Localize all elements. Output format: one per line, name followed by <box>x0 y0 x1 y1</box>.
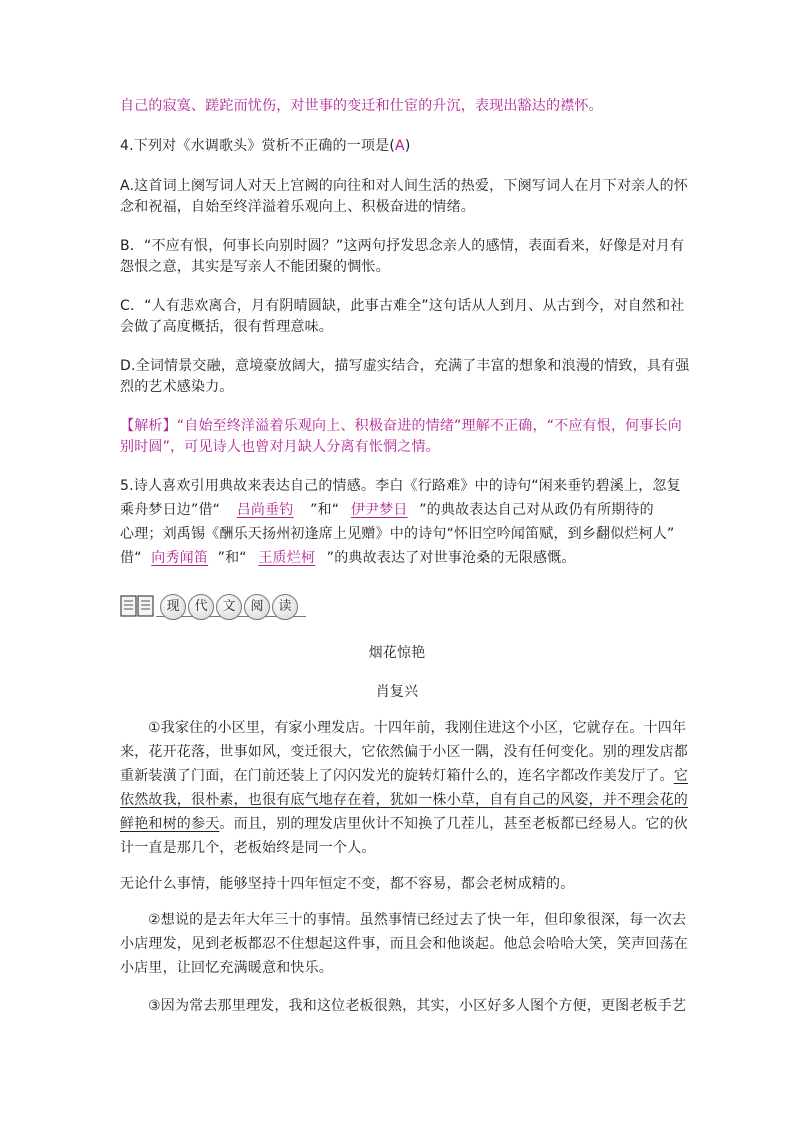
answer-continuation-line: 自己的寂寞、蹉跎而忧伤，对世事的变迁和仕宦的升沉，表现出豁达的襟怀。 <box>120 98 603 114</box>
underlined-sentence: 鲜艳和树的参天 <box>120 816 220 832</box>
paragraph-1-line-5 <box>120 814 689 834</box>
underlined-sentence: 它 <box>673 768 689 784</box>
option-a-line-1: A.这首词上阕写词人对天上宫阙的向往和对人间生活的热爱，下阕写词人在月下对亲人的怀 <box>120 178 688 194</box>
question-4 <box>120 136 680 156</box>
article-title: 烟花惊艳 <box>368 645 426 661</box>
paragraph-1-line-3 <box>120 766 689 786</box>
question-5-text: ”的典故表达自己对从政仍有所期待的 <box>419 502 654 518</box>
heading-char: 文 <box>216 594 242 620</box>
question-5-line-3: 心理；刘禹锡《酬乐天扬州初逢席上见赠》中的诗句“怀旧空吟闻笛赋，到乡翻似烂柯人” <box>120 526 675 542</box>
question-4-text: 4.下列对《水调歌头》赏析不正确的一项是( <box>120 138 396 154</box>
fill-blank-answer: 向秀闻笛 <box>151 550 209 566</box>
question-5-text: ”和“ <box>217 550 247 566</box>
question-4-close: ) <box>404 138 411 154</box>
paragraph-1-line-2: 来，花开花落，世事如风，变迁很大，它依然偏于小区一隅，没有任何变化。别的理发店都 <box>120 744 688 760</box>
analysis-line-2: 别时圆”，可见诗人也曾对月缺人分离有怅惘之情。 <box>120 439 440 455</box>
question-5-line-2 <box>120 500 680 520</box>
option-d-line-1: D.全词情景交融，意境豪放阔大，描写虚实结合，充满了丰富的想象和浪漫的情致，具有强 <box>120 358 690 374</box>
heading-char: 阅 <box>244 594 270 620</box>
question-4-answer: A <box>395 138 405 154</box>
heading-char: 代 <box>188 594 214 620</box>
paragraph-text: 重新装潢了门面，在门前还装上了闪闪发光的旋转灯箱什么的，连名字都改作美发厅了。 <box>120 768 674 784</box>
question-5-text: ”的典故表达了对世事沧桑的无限感慨。 <box>326 550 576 566</box>
heading-char: 现 <box>160 594 186 620</box>
book-icon <box>120 594 154 618</box>
fill-blank-answer: 吕尚垂钓 <box>236 502 294 518</box>
option-d-line-2: 烈的艺术感染力。 <box>120 379 234 395</box>
fill-blank-answer: 王质烂柯 <box>258 550 316 566</box>
question-5-line-4 <box>120 548 680 568</box>
question-5-line-1: 5.诗人喜欢引用典故来表达自己的情感。李白《行路难》中的诗句“闲来垂钓碧溪上，忽复 <box>120 478 681 494</box>
option-b-line-2: 怨恨之意，其实是写亲人不能团聚的惆怅。 <box>120 259 390 275</box>
question-5-text: 借“ <box>120 550 142 566</box>
paragraph-2-line-1: ②想说的是去年大年三十的事情。虽然事情已经过去了快一年，但印象很深，每一次去 <box>148 912 687 928</box>
fill-blank-answer: 伊尹梦日 <box>350 502 408 518</box>
heading-char: 读 <box>272 594 298 620</box>
section-banner <box>120 592 300 620</box>
underlined-sentence: 依然故我，很朴素，也很有底气地存在着，犹如一株小草，自有自己的风姿，并不理会花的 <box>120 792 688 808</box>
paragraph-standalone: 无论什么事情，能够坚持十四年恒定不变，都不容易，都会老树成精的。 <box>120 876 575 892</box>
option-c-line-1: C．“人有悲欢离合，月有阴晴圆缺，此事古难全”这句话从人到月、从古到今，对自然和社 <box>120 298 685 314</box>
question-5-text: 乘舟梦日边”借“ <box>120 502 221 518</box>
question-5-text: ”和“ <box>310 502 340 518</box>
paragraph-3-line-1: ③因为常去那里理发，我和这位老板很熟，其实，小区好多人图个方便，更图老板手艺 <box>148 998 687 1014</box>
paragraph-1-line-6: 计一直是那几个，老板始终是同一个人。 <box>120 840 376 856</box>
section-heading <box>160 594 298 618</box>
analysis-line-1: 【解析】“自始至终洋溢着乐观向上、积极奋进的情绪”理解不正确，“不应有恨，何事长向 <box>120 418 682 434</box>
article-author: 肖复兴 <box>375 684 419 700</box>
paragraph-2-line-3: 小店里，让回忆充满暖意和快乐。 <box>120 960 333 976</box>
option-a-line-2: 念和祝福，自始至终洋溢着乐观向上、积极奋进的情绪。 <box>120 199 475 215</box>
option-b-line-1: B．“不应有恨，何事长向别时圆？”这两句抒发思念亲人的感情，表面看来，好像是对月有 <box>120 238 685 254</box>
paragraph-1-line-1: ①我家住的小区里，有家小理发店。十四年前，我刚住进这个小区，它就存在。十四年 <box>148 720 687 736</box>
option-c-line-2: 会做了高度概括，很有哲理意味。 <box>120 319 333 335</box>
paragraph-text: 。而且，别的理发店里伙计不知换了几茬儿，甚至老板都已经易人。它的伙 <box>219 816 689 832</box>
paragraph-2-line-2: 小店理发，见到老板都忍不住想起这件事，而且会和他谈起。他总会哈哈大笑，笑声回荡在 <box>120 936 688 952</box>
